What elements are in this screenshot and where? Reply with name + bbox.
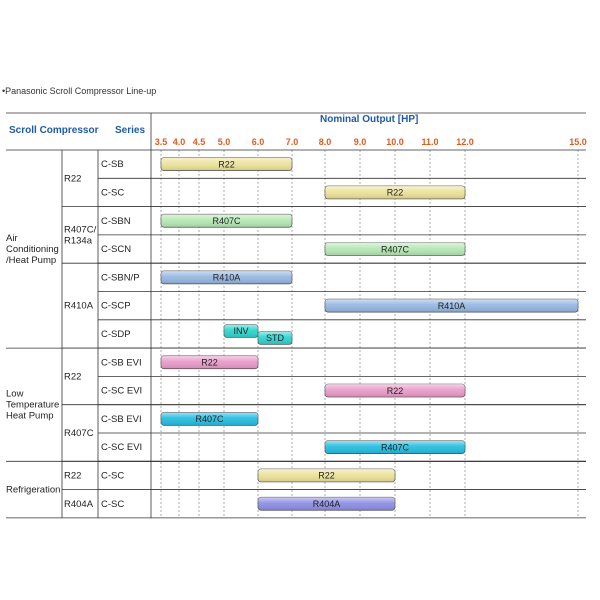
- series-label: C-SCP: [101, 300, 131, 312]
- x-tick-label: 12.0: [456, 137, 474, 147]
- x-tick-label: 9.0: [353, 137, 367, 147]
- range-bar-label: R22: [318, 470, 335, 481]
- x-tick-label: 3.5: [154, 137, 168, 147]
- x-tick-label: 4.0: [172, 137, 186, 147]
- range-bar: [258, 331, 292, 344]
- application-label: Low Temperature Heat Pump: [6, 388, 60, 422]
- x-tick-label: 15.0: [569, 137, 587, 147]
- application-label: Refrigeration: [6, 484, 61, 496]
- series-label: C-SC: [101, 470, 125, 482]
- table-layer: [6, 113, 586, 518]
- range-bar: [325, 441, 465, 454]
- range-bar: [161, 158, 292, 171]
- x-tick-label: 4.5: [192, 137, 206, 147]
- range-bar-label: R410A: [437, 300, 466, 311]
- range-bar-label: R407C: [380, 442, 410, 453]
- range-bar-label: R404A: [312, 498, 341, 509]
- range-bar: [161, 271, 292, 284]
- x-tick-label: 8.0: [318, 137, 332, 147]
- range-bar: [258, 497, 395, 510]
- range-bar: [325, 243, 465, 256]
- bar-layer: [161, 158, 578, 511]
- refrigerant-label: R404A: [64, 498, 94, 510]
- range-bar-label: R22: [218, 159, 235, 170]
- refrigerant-label: R22: [64, 371, 82, 383]
- chart-caption: •Panasonic Scroll Compressor Line-up: [2, 86, 157, 96]
- refrigerant-label: R22: [64, 470, 82, 482]
- range-bar: [325, 186, 465, 199]
- range-bar-label: R22: [386, 385, 404, 396]
- series-label: C-SB EVI: [101, 357, 142, 369]
- range-bar-label: INV: [233, 326, 249, 337]
- range-bar-label: R410A: [212, 272, 241, 283]
- x-tick-label: 7.0: [285, 137, 299, 147]
- series-label: C-SC: [101, 187, 125, 199]
- range-bar: [224, 324, 258, 337]
- axis-title: Nominal Output [HP]: [320, 114, 419, 125]
- range-bar: [325, 299, 578, 312]
- range-bar-label: STD: [266, 333, 284, 344]
- range-bar-label: R22: [386, 187, 404, 198]
- range-bar-label: R407C: [380, 244, 410, 255]
- series-label: C-SC: [101, 498, 125, 510]
- refrigerant-label: R407C: [64, 428, 94, 439]
- range-bar-label: R22: [201, 357, 218, 368]
- x-tick-label: 11.0: [421, 137, 439, 147]
- series-label: C-SDP: [101, 328, 131, 340]
- series-label: C-SC EVI: [101, 385, 143, 397]
- refrigerant-label: R410A: [64, 300, 94, 312]
- x-tick-label: 10.0: [386, 137, 404, 147]
- range-bar: [325, 384, 465, 397]
- range-bar: [258, 469, 395, 482]
- series-label: C-SB: [101, 159, 124, 171]
- range-bar: [161, 356, 258, 369]
- range-bar-label: R407C: [212, 215, 241, 226]
- x-tick-label: 5.0: [217, 137, 231, 147]
- refrigerant-label: R407C/ R134a: [64, 224, 97, 247]
- range-bar-label: R407C: [195, 414, 224, 425]
- refrigerant-label: R22: [64, 173, 82, 185]
- series-label: C-SC EVI: [101, 442, 143, 454]
- range-bar: [161, 214, 292, 227]
- range-bar: [161, 412, 258, 425]
- header-series: Series: [115, 125, 146, 136]
- caption-text: Panasonic Scroll Compressor Line-up: [5, 86, 157, 96]
- series-label: C-SCN: [101, 244, 132, 256]
- x-tick-label: 6.0: [251, 137, 265, 147]
- application-label: Air Conditioning /Heat Pump: [6, 233, 59, 267]
- series-label: C-SBN/P: [101, 272, 140, 284]
- series-label: C-SB EVI: [101, 413, 142, 425]
- header-scroll-compressor: Scroll Compressor: [9, 125, 99, 136]
- series-label: C-SBN: [101, 215, 131, 227]
